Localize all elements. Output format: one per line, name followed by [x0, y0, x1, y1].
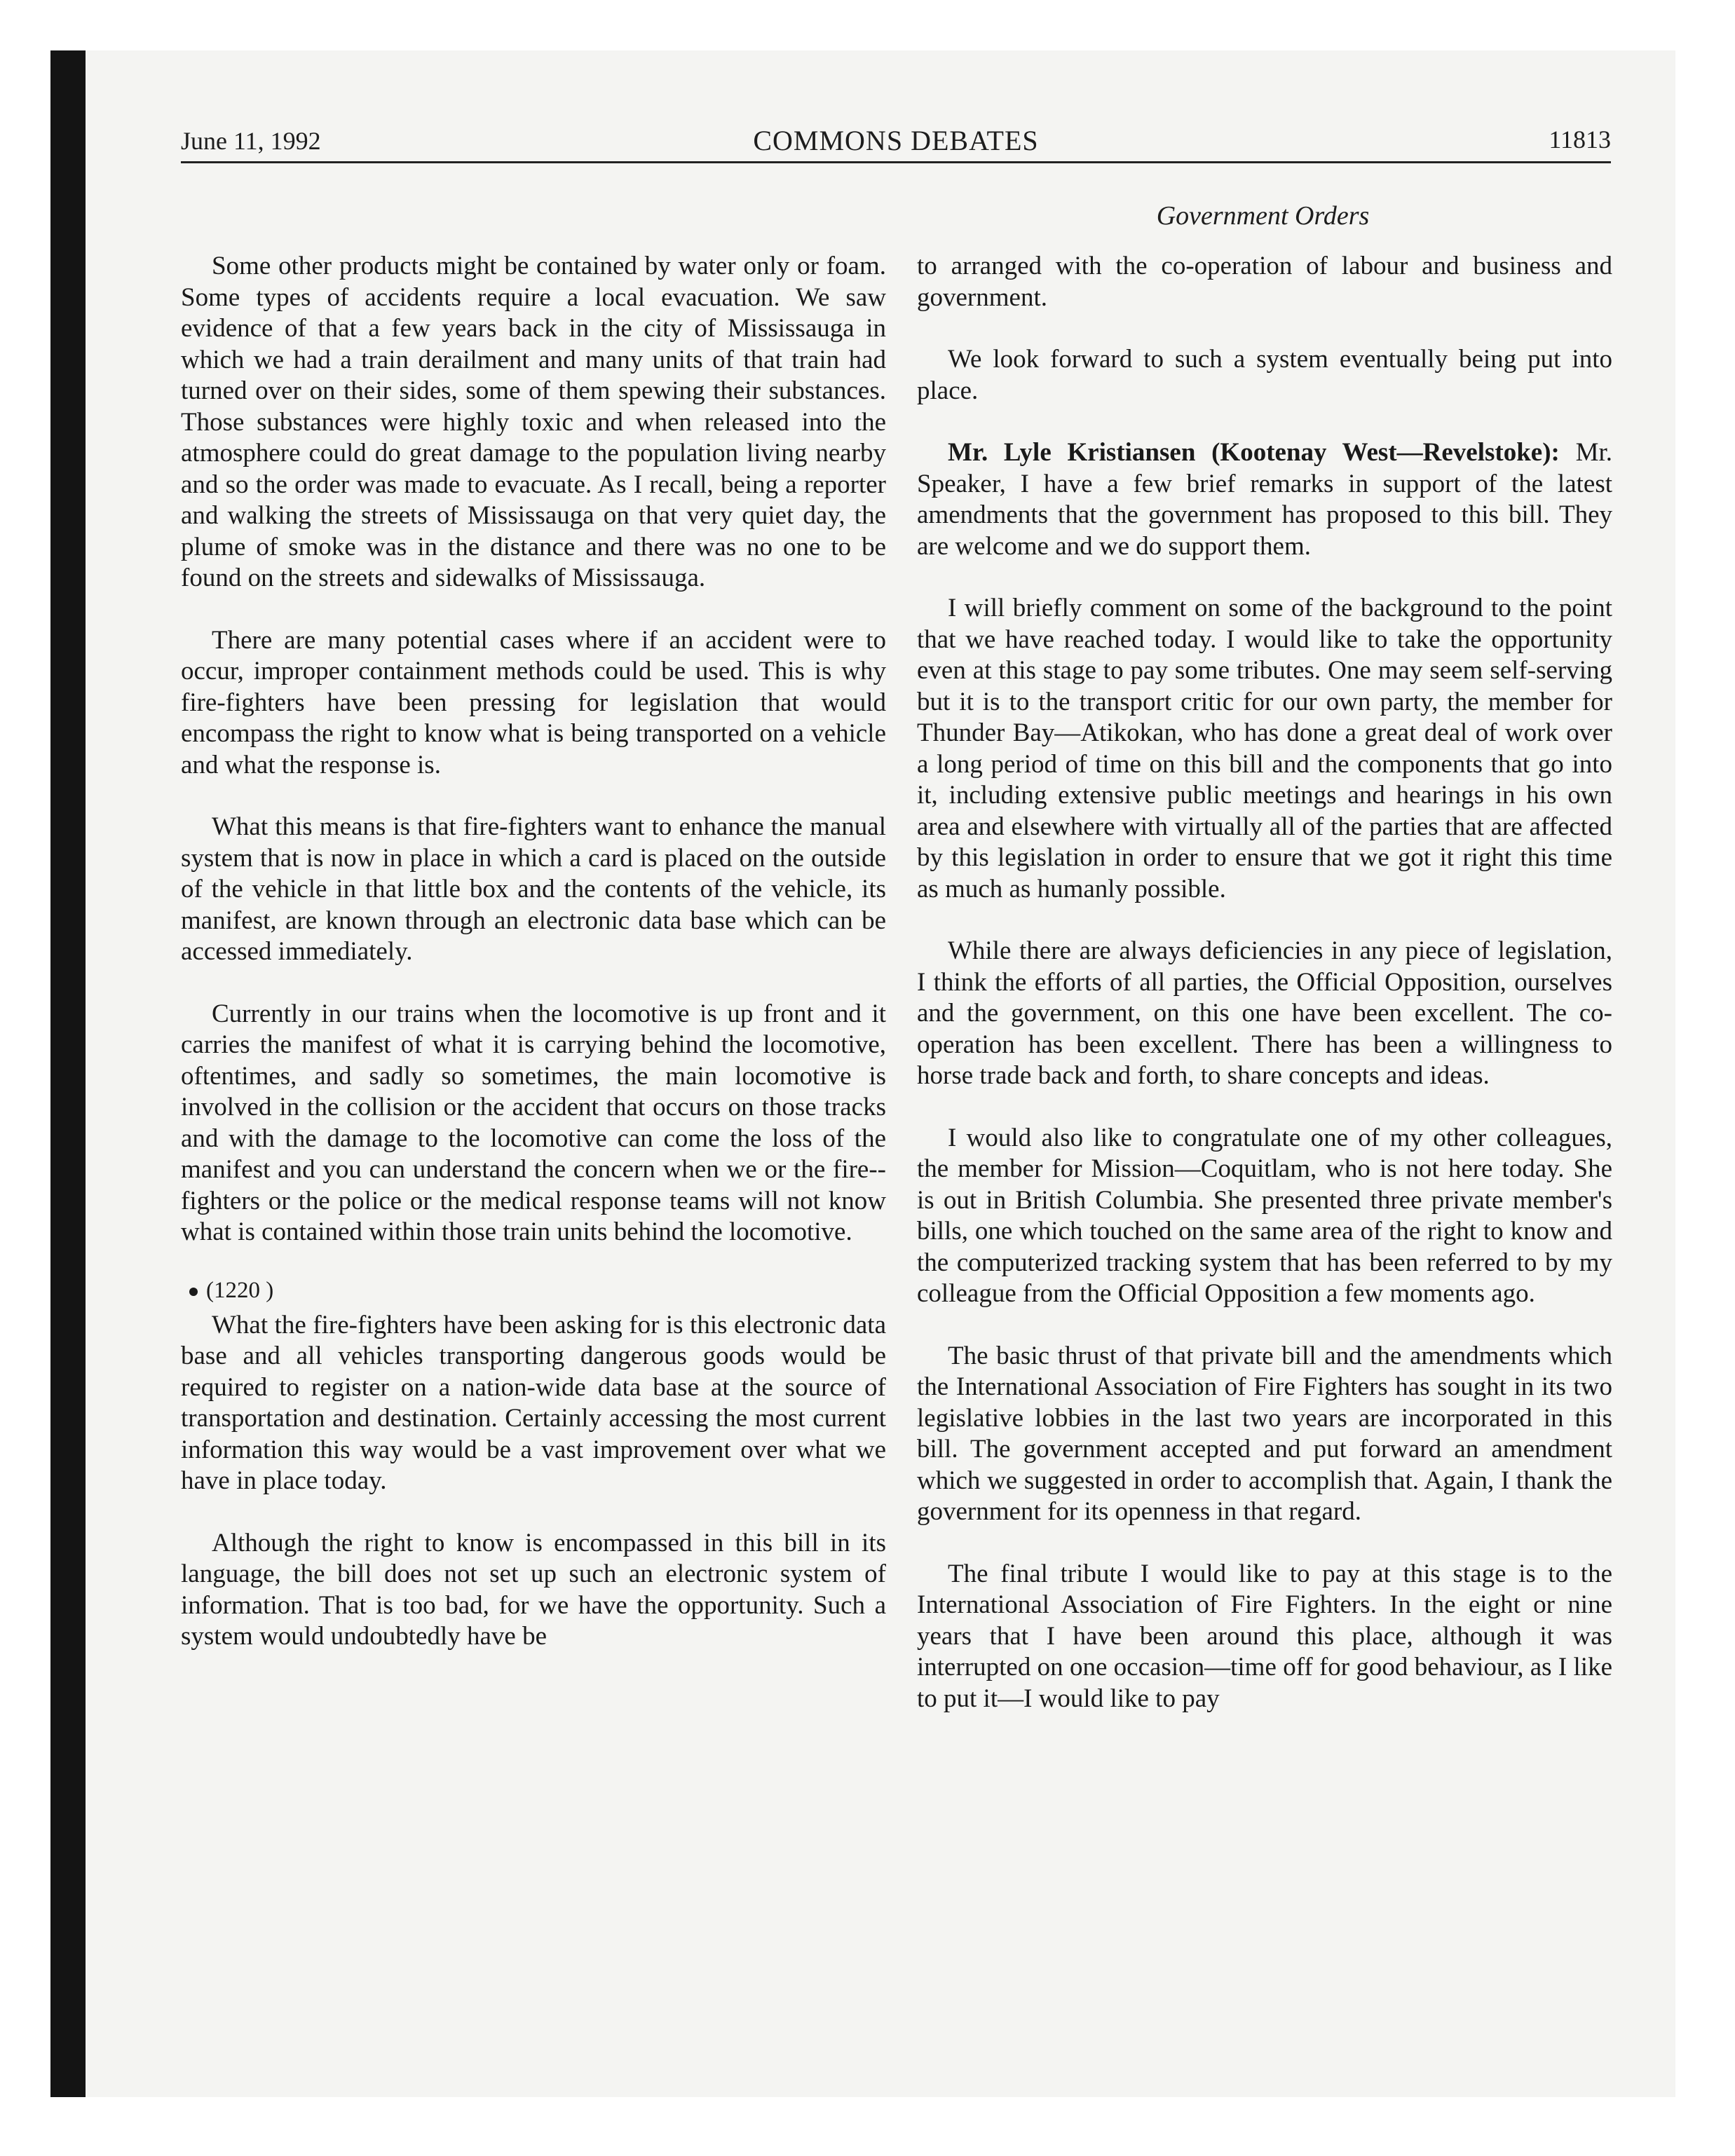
page-header: [181, 118, 1611, 161]
paragraph: I would also like to congratulate one of my other colleagues, the member for Mission—Coquitlam, who is not here today. She is out in British Columbia. She presented three private member's bills, one which touched on the same area of the right to know and the computerized tracking system that has been referred to by my colleague from the Official Opposition a few moments ago.: [917, 1123, 1612, 1308]
bullet-icon: [189, 1288, 198, 1296]
time-marker: [181, 1276, 886, 1304]
right-column: [917, 251, 1612, 1745]
paragraph: I will briefly comment on some of the background to the point that we have reached today. I would like to take the opportunity even at this stage to pay some tributes. One may seem self-serving but it is to the transport critic for our own party, the member for Thunder Bay—Atikokan, who has done a great deal of work over a long period of time on this bill and the components that go into it, including extensive public meetings and hearings in his own area and elsewhere with virtually all of the parties that are affected by this legislation in order to ensure that we got it right this time as much as humanly possible.: [917, 594, 1612, 903]
speaker-text: Mr. Speaker, I have a few brief remarks in support of the latest amendments that the government has proposed to this bill. They are welcome and we do support them.: [917, 438, 1612, 561]
paragraph-continuation: to arranged with the co-operation of labour and business and government.: [917, 252, 1612, 312]
header-rule: [181, 161, 1611, 163]
speaker-paragraph: [917, 437, 1612, 562]
binding-edge: [50, 50, 86, 2097]
paragraph: While there are always deficiencies in any piece of legislation, I think the efforts of all parties, the Official Opposition, ourselves and the government, on this one have been excellent. The co-operation has been excellent. There has been a willingness to horse trade back and forth, to share concepts and ideas.: [917, 936, 1612, 1090]
left-column: [181, 251, 886, 1684]
paragraph: What the fire-fighters have been asking for is this electronic data base and all vehicles transporting dangerous goods would be required to register on a nation-wide data base at the source of transportation and destination. Certainly accessing the most current information this way would be a vast improvement over what we have in place today.: [181, 1310, 886, 1495]
paragraph: The basic thrust of that private bill and the amendments which the International Association of Fire Fighters has sought in its two legislative lobbies in the last two years are incorporated in this bill. The government accepted and put forward an amendment which we suggested in order to accomplish that. Again, I thank the government for its openness in that regard.: [917, 1341, 1612, 1526]
speaker-name: Mr. Lyle Kristiansen (Kootenay West—Revelstoke):: [948, 438, 1560, 467]
paragraph: The final tribute I would like to pay at this stage is to the International Association of Fire Fighters. In the eight or nine years that I have been around this place, although it was interrupted on one occasion—time off for good behaviour, as I like to put it—I would like to pay: [917, 1559, 1612, 1713]
paragraph: We look forward to such a system eventually being put into place.: [917, 345, 1612, 405]
header-publication: COMMONS DEBATES: [753, 125, 1039, 156]
paragraph: Although the right to know is encompassed in this bill in its language, the bill does not set up such an electronic system of information. That is too bad, for we have the opportunity. Such a system would undoubtedly have be: [181, 1528, 886, 1651]
section-title: Government Orders: [1156, 201, 1370, 231]
paragraph: Currently in our trains when the locomotive is up front and it carries the manifest of what it is carrying behind the locomotive, oftentimes, and sadly so sometimes, the main locomotive is involved in the collision or the accident that occurs on those tracks and with the damage to the locomotive can come the loss of the manifest and you can understand the concern when we or the fire-fighters or the police or the medical response teams will not know what is contained within those train units behind the locomotive.: [181, 999, 886, 1246]
header-page-number: 11813: [1549, 125, 1611, 153]
paragraph: There are many potential cases where if an accident were to occur, improper containment methods could be used. This is why fire-fighters have been pressing for legislation that would encompass the right to know what is being transported on a vehicle and what the response is.: [181, 625, 886, 779]
header-date: June 11, 1992: [181, 127, 321, 155]
paragraph: What this means is that fire-fighters want to enhance the manual system that is now in place in which a card is placed on the outside of the vehicle in that little box and the contents of the vehicle, its manifest, are known through an electronic data base which can be accessed immediately.: [181, 812, 886, 966]
time-marker-label: (1220 ): [206, 1277, 274, 1303]
paragraph: Some other products might be contained by water only or foam. Some types of accidents require a local evacuation. We saw evidence of that a few years back in the city of Mississauga in which we had a train derailment and many units of that train had turned over on their sides, some of them spewing their substances. Those substances were highly toxic and when released into the atmosphere could do great damage to the population living nearby and so the order was made to evacuate. As I recall, being a reporter and walking the streets of Mississauga on that very quiet day, the plume of smoke was in the distance and there was no one to be found on the streets and sidewalks of Mississauga.: [181, 252, 886, 592]
